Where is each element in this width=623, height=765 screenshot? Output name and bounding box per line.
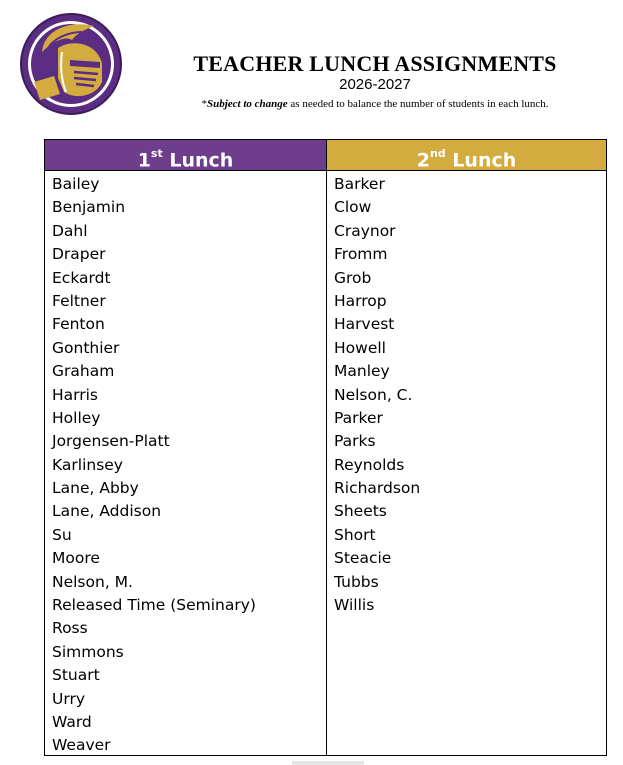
teacher-name: Karlinsey (52, 455, 123, 474)
teacher-name: Fenton (52, 315, 105, 334)
teacher-name: Feltner (52, 291, 106, 310)
teacher-name: Simmons (52, 642, 124, 661)
first-lunch-list (45, 171, 326, 758)
teacher-name: Graham (52, 362, 115, 381)
teacher-name: Grob (334, 268, 372, 287)
teacher-name: Dahl (52, 221, 88, 240)
teacher-name: Craynor (334, 221, 396, 240)
teacher-name: Nelson, C. (334, 385, 413, 404)
lunch-assignment-table (44, 139, 607, 756)
teacher-name: Manley (334, 362, 390, 381)
knight-helmet-icon (14, 12, 128, 116)
teacher-name: Holley (52, 408, 101, 427)
page-title: TEACHER LUNCH ASSIGNMENTS (193, 51, 557, 76)
teacher-name: Draper (52, 245, 106, 264)
teacher-name: Stuart (52, 666, 100, 685)
first-lunch-column (45, 140, 327, 755)
teacher-name: Benjamin (52, 198, 126, 217)
teacher-name: Harrop (334, 291, 387, 310)
second-lunch-list (327, 171, 606, 617)
teacher-name: Released Time (Seminary) (52, 596, 256, 615)
school-year: 2026-2027 (339, 76, 411, 93)
teacher-name: Jorgensen-Platt (52, 432, 170, 451)
teacher-name: Su (52, 525, 72, 544)
teacher-name: Fromm (334, 245, 388, 264)
teacher-name: Lane, Addison (52, 502, 162, 521)
teacher-name: Ward (52, 712, 92, 731)
teacher-name: Clow (334, 198, 372, 217)
teacher-name: Steacie (334, 549, 392, 568)
teacher-name: Reynolds (334, 455, 405, 474)
teacher-name: Urry (52, 689, 85, 708)
second-lunch-column (327, 140, 606, 755)
page-edge-mark (292, 761, 364, 765)
teacher-name: Sheets (334, 502, 387, 521)
teacher-name: Short (334, 525, 376, 544)
teacher-name: Harvest (334, 315, 395, 334)
first-lunch-header: 1st Lunch (45, 140, 326, 171)
teacher-name: Richardson (334, 479, 421, 498)
teacher-name: Parker (334, 408, 383, 427)
teacher-name: Ross (52, 619, 88, 638)
teacher-name: Weaver (52, 736, 111, 755)
teacher-name: Bailey (52, 175, 100, 193)
teacher-name: Gonthier (52, 338, 120, 357)
note-emphasis: Subject to change (206, 98, 288, 110)
teacher-name: Eckardt (52, 268, 111, 287)
subject-to-change-note: *Subject to change as needed to balance the number of students in each lunch. (201, 98, 549, 110)
teacher-name: Nelson, M. (52, 572, 133, 591)
teacher-name: Barker (334, 175, 385, 193)
teacher-name: Howell (334, 338, 386, 357)
teacher-name: Lane, Abby (52, 479, 139, 498)
teacher-name: Harris (52, 385, 99, 404)
teacher-name: Willis (334, 596, 375, 615)
teacher-name: Moore (52, 549, 100, 568)
second-lunch-header: 2nd Lunch (327, 140, 606, 171)
teacher-name: Parks (334, 432, 376, 451)
teacher-name: Tubbs (334, 572, 379, 591)
